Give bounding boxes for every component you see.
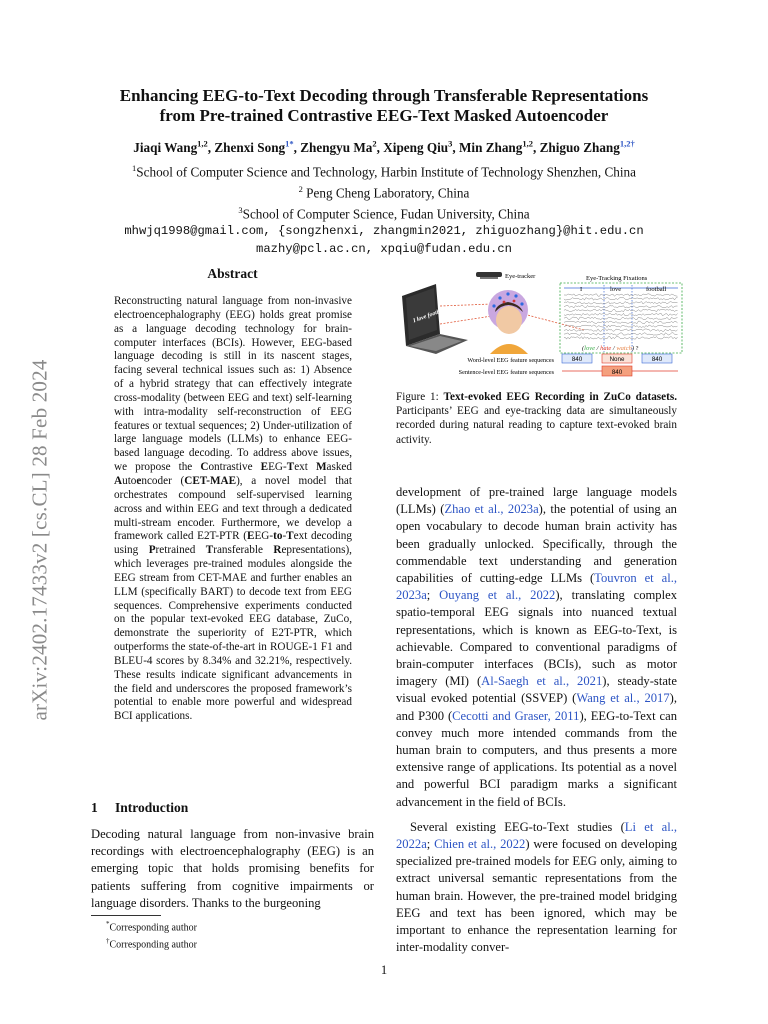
word-feature-value: 840: [571, 356, 583, 363]
arxiv-stamp: [20, 330, 60, 750]
email-line: mhwjq1998@gmail.com, {songzhenxi, zhangmin2021, zhiguozhang}@hit.edu.cn: [124, 224, 644, 239]
right-column-text: [396, 484, 677, 956]
eeg-trace: [564, 305, 678, 307]
word-options: (love / hate / watch) ?: [582, 345, 639, 352]
eeg-trace: [564, 325, 678, 328]
footnote: †Corresponding author: [106, 936, 197, 951]
author: Jiaqi Wang$^{1,2}$,: [133, 139, 215, 156]
eeg-trace: [564, 337, 678, 340]
sentence-feature-value: 840: [611, 369, 623, 376]
abstract-body: Reconstructing natural language from non-invasive electroencephalography (EEG) holds great promise as a language decoding technology for brain-computer interfaces (BCIs). However, EEG-based language decoding is still in its nascent stages, facing several technical issues such as: 1) Absence of a hybrid strategy that can effectively integrate cross-modality (between EEG and text) self-learning with intra-modality self-reconstruction of EEG features or textual sequences; 2) Under-utilization of large language models (LLMs) to enhance EEG-based language decoding. To address above issues, we propose the Contrastive EEG-Text Masked Autoencoder (CET-MAE), a novel model that orchestrates compound self-supervised learning across and within EEG and text through a dedicated multi-stream encoder. Furthermore, we develop a framework called E2T-PTR (EEG-to-Text decoding using Pretrained Transferable Representations), which leverages pre-trained modules alongside the EEG stream from CET-MAE and further enables an LLM (specifically BART) to decode text from EEG sequences. Comprehensive experiments conducted on the popular text-evoked EEG database, ZuCo, demonstrate the superiority of E2T-PTR, which outperforms the state-of-the-art in ROUGE-1 F1 and BLEU-4 scores by 8.34% and 32.21%, respectively. These results indicate significant advancements in the field and underscores the proposed framework’s potential to enable more powerful and widespread BCI applications.: [114, 295, 352, 723]
author: Min Zhang$^{1,2}$,: [458, 139, 540, 156]
eye-tracker-icon: [476, 272, 502, 279]
figure-caption: Figure 1: Text-evoked EEG Recording in ZuCo datasets. Participants’ EEG and eye-tracking data are simultaneously recorded during natural reading to capture text-evoked brain activity.: [396, 391, 677, 446]
eeg-trace: [564, 302, 678, 305]
footnote-rule: [91, 915, 161, 916]
eeg-waveforms: [564, 294, 678, 339]
eeg-trace: [564, 333, 678, 336]
citation-link[interactable]: Zhao et al., 2023a: [444, 502, 539, 517]
affiliation: $^2$ Peng Cheng Laboratory, China: [298, 184, 470, 201]
footnotes: [106, 918, 376, 952]
sentence-feature-label: Sentence-level EEG feature sequences: [458, 369, 554, 376]
eye-tracker-label: Eye-tracker: [505, 273, 536, 280]
affiliation: $^3$School of Computer Science, Fudan University, China: [238, 205, 530, 222]
eeg-trace: [564, 317, 678, 320]
word-feature-value: None: [609, 356, 625, 363]
figure-1-illustration: [396, 268, 686, 386]
title-block: [60, 86, 708, 258]
body-paragraph: development of pre-trained large language models (LLMs) (Zhao et al., 2023a), the potential of using an open vocabulary to decode human brain activity has been gradually unlocked. Specifically, through the commendable text understanding and generation capabilities of cutting-edge LLMs (Touvron et al., 2023a; Ouyang et al., 2022), translating complex spatio-temporal EEG signals into nuanced textual representations, which is known as EEG-to-Text, is achievable. Compared to conventional paradigms of brain-computer interfaces (BCIs), such as motor imagery (MI) (Al-Saegh et al., 2021), steady-state visual evoked potential (SSVEP) (Wang et al., 2017), and P300 (Cecotti and Graser, 2011), EEG-to-Text can convey much more intended commands from the human brain to computers, and thus presents a more extensive range of applications. Its potential as a novel and powerful BCI paradigm marks a significant advancement in the field of BCIs.: [396, 485, 677, 809]
fixation-word: love: [610, 286, 622, 293]
section-heading: 1 Introduction: [91, 800, 189, 815]
figure-1: [396, 268, 686, 386]
author: Xipeng Qiu$^3$,: [383, 139, 459, 156]
footnote: *Corresponding author: [106, 920, 197, 934]
fixations-label: Eye-Tracking Fixations: [586, 275, 648, 282]
eeg-trace: [564, 321, 678, 324]
word-feature-value: 840: [651, 356, 663, 363]
email-line: mazhy@pcl.ac.cn, xpqiu@fudan.edu.cn: [256, 241, 512, 256]
intro-paragraph: Decoding natural language from non-invasive brain recordings with electroencephalography (EEG) is an emerging topic that holds promising benefits for patients suffering from cognitive impairments or language disorders. Thanks to the burgeoning: [91, 827, 374, 910]
abstract-heading: Abstract: [207, 266, 258, 281]
fixation-word: football: [646, 286, 667, 293]
page-number: 1: [380, 963, 388, 977]
citation-link[interactable]: Al-Saegh et al., 2021: [481, 674, 603, 689]
eeg-trace: [564, 313, 678, 316]
affiliations: [60, 160, 708, 258]
participant-head: [488, 290, 528, 354]
author: Zhiguo Zhang$^{1,2\dagger}$: [539, 139, 635, 156]
fixation-word: I: [580, 286, 583, 293]
author-list: [60, 135, 708, 157]
paper-title: Enhancing EEG-to-Text Decoding through Transferable Representations from Pre-trained Contrastive EEG-Text Masked Autoencoder: [119, 86, 649, 125]
word-feature-label: Word-level EEG feature sequences: [467, 357, 554, 364]
author: Zhenxi Song$^{1*}$,: [214, 139, 301, 156]
citation-link[interactable]: Wang et al., 2017: [576, 691, 670, 706]
eeg-trace: [564, 309, 678, 312]
word-feature-boxes: [562, 354, 672, 363]
eeg-trace: [564, 298, 678, 301]
affiliation: $^1$School of Computer Science and Technology, Harbin Institute of Technology Shenzhen, China: [132, 163, 636, 180]
body-paragraph: Several existing EEG-to-Text studies (Li et al., 2022a; Chien et al., 2022) were focused on developing specialized pre-trained models for EEG only, aiming to extract universal semantic representations from the human brain. However, the pre-trained model bridging EEG and text has been ignored, which may be important to enhance the representation learning for inter-modality conver-: [396, 819, 677, 955]
eeg-trace: [564, 329, 678, 332]
citation-link[interactable]: Ouyang et al., 2022: [439, 588, 556, 603]
arxiv-id: arXiv:2402.17433v2 [cs.CL] 28 Feb 2024: [27, 359, 52, 721]
author: Zhengyu Ma$^2$,: [300, 139, 384, 156]
screen-sentence: I love football: [412, 306, 447, 325]
citation-link[interactable]: Li et al., 2022a: [396, 819, 677, 852]
citation-link[interactable]: Chien et al., 2022: [434, 837, 526, 852]
citation-link[interactable]: Touvron et al., 2023a: [396, 571, 677, 603]
eeg-trace: [564, 294, 678, 296]
citation-link[interactable]: Cecotti and Graser, 2011: [452, 708, 580, 723]
eeg-panel-border: [560, 283, 682, 353]
